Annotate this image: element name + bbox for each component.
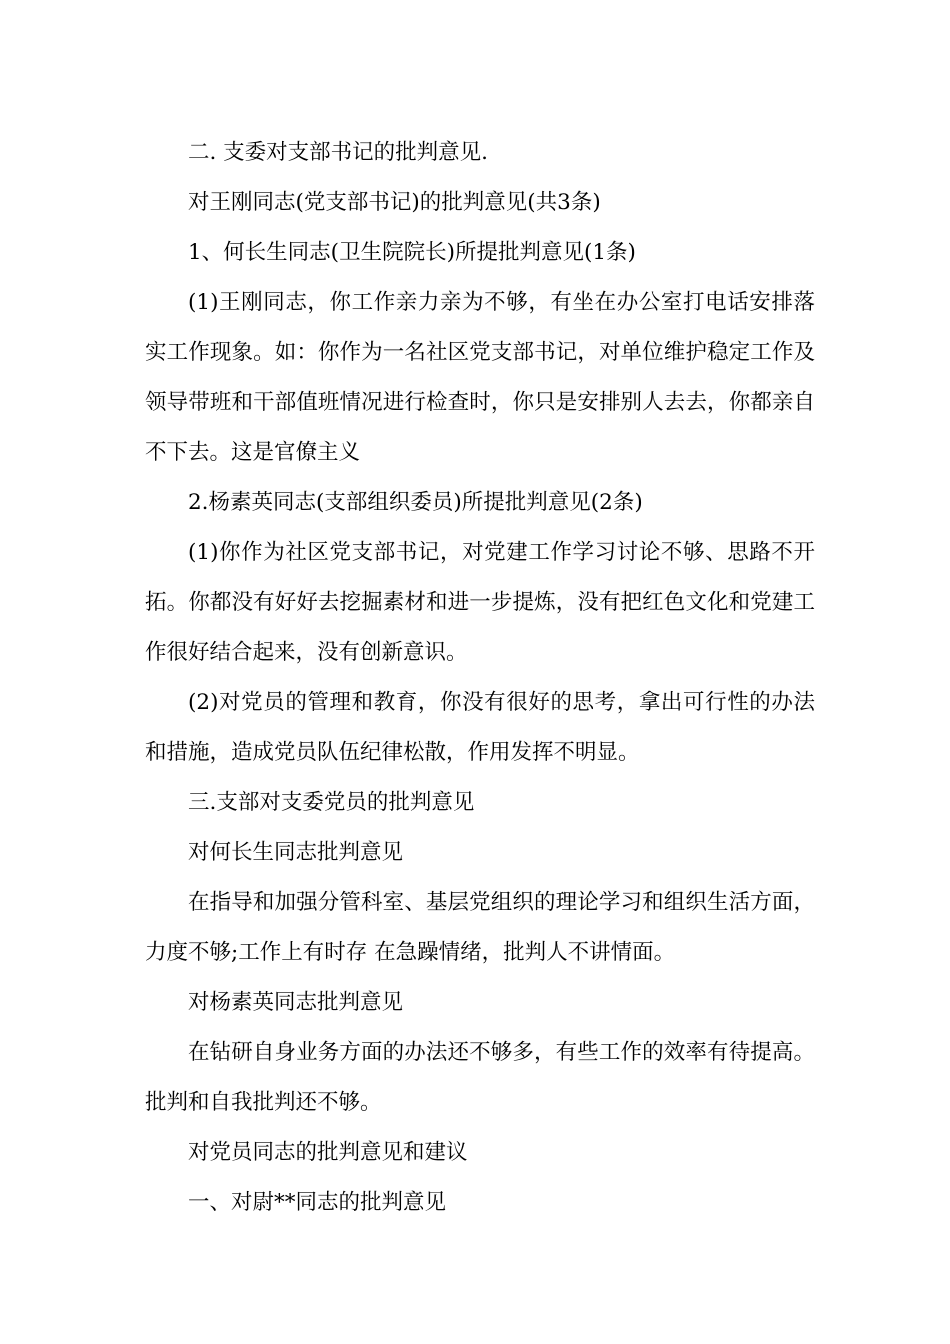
subheading-wei: 一、对尉**同志的批判意见 [188, 1190, 447, 1215]
subheading-members: 对党员同志的批判意见和建议 [188, 1140, 468, 1165]
subheading-yang-criticism: 对杨素英同志批判意见 [188, 990, 404, 1015]
paragraph-yang-criticism: 在钻研自身业务方面的办法还不够多，有些工作的效率有待提高。批判和自我批判还不够。 [145, 1040, 815, 1115]
subheading-hechangsheng-opinion: 1、何长生同志(卫生院院长)所提批判意见(1条) [188, 240, 636, 265]
section-heading-2: 二. 支委对支部书记的批判意见. [188, 140, 489, 165]
document-body [145, 128, 815, 1228]
paragraph-opinion-2-1: (1)你作为社区党支部书记，对党建工作学习讨论不够、思路不开拓。你都没有好好去挖掘素材和进一步提炼，没有把红色文化和党建工作很好结合起来，没有创新意识。 [145, 540, 815, 665]
paragraph-opinion-2-2: (2)对党员的管理和教育，你没有很好的思考，拿出可行性的办法和措施，造成党员队伍纪律松散，作用发挥不明显。 [145, 690, 815, 765]
paragraph-he-criticism: 在指导和加强分管科室、基层党组织的理论学习和组织生活方面，力度不够;工作上有时存 在急躁情绪，批判人不讲情面。 [145, 890, 815, 965]
subheading-he-criticism: 对何长生同志批判意见 [188, 840, 404, 865]
paragraph-opinion-1: (1)王刚同志，你工作亲力亲为不够，有坐在办公室打电话安排落实工作现象。如：你作为一名社区党支部书记，对单位维护稳定工作及领导带班和干部值班情况进行检查时，你只是安排别人去去，你都亲自不下去。这是官僚主义 [145, 290, 815, 465]
subheading-yangsuying-opinion: 2.杨素英同志(支部组织委员)所提批判意见(2条) [188, 490, 643, 515]
subheading-wanggang: 对王刚同志(党支部书记)的批判意见(共3条) [188, 190, 601, 215]
section-heading-3: 三.支部对支委党员的批判意见 [188, 790, 475, 815]
